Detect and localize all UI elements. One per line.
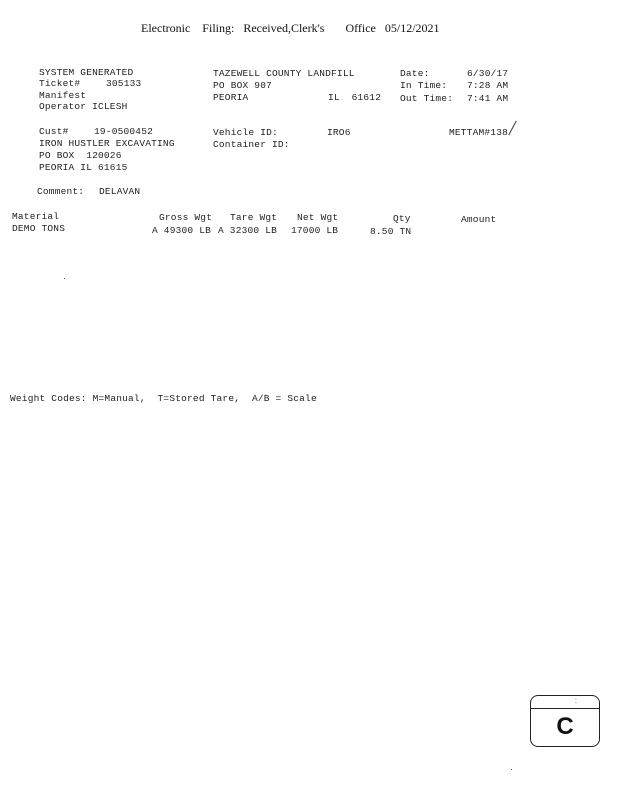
scan-speck [511,769,512,770]
cust-number: 19-0500452 [94,126,154,137]
landfill-state-zip: IL 61612 [328,92,382,103]
scan-speck [64,278,65,279]
col-header-gross-weight: Gross Wgt [159,212,213,223]
row-tare-weight: A 32300 LB [218,225,278,236]
electronic-filing-stamp: Electronic Filing: Received,Clerk's Office 05/12/2021 [141,21,440,35]
manifest-label: Manifest [39,90,87,101]
cust-label: Cust# [39,126,69,137]
weight-codes-legend: Weight Codes: M=Manual, T=Stored Tare, A/B = Scale [10,393,317,404]
date-value: 6/30/17 [467,68,509,79]
container-id-label: Container ID: [213,139,290,150]
comment-value: DELAVAN [99,186,141,197]
vehicle-id-value: IRO6 [327,127,351,138]
exhibit-tab [530,695,600,747]
date-label: Date: [400,68,430,79]
customer-name: IRON HUSTLER EXCAVATING [39,138,175,149]
operator-label: Operator ICLESH [39,101,128,112]
col-header-net-weight: Net Wgt [297,212,339,223]
tab-mark: ⁚ [575,699,577,705]
in-time-label: In Time: [400,80,448,91]
out-time-value: 7:41 AM [467,93,509,104]
col-header-amount: Amount [461,214,497,225]
landfill-city: PEORIA [213,92,249,103]
in-time-value: 7:28 AM [467,80,509,91]
handwritten-code: METTAM#138 [449,127,509,138]
row-net-weight: 17000 LB [291,225,339,236]
landfill-po-box: PO BOX 907 [213,80,273,91]
ticket-label: Ticket# [39,78,81,89]
customer-po-box: PO BOX 120026 [39,150,122,161]
comment-label: Comment: [37,186,85,197]
out-time-label: Out Time: [400,93,454,104]
col-header-tare-weight: Tare Wgt [230,212,278,223]
exhibit-tab-divider [531,708,599,709]
landfill-name: TAZEWELL COUNTY LANDFILL [213,68,355,79]
ticket-number: 305133 [106,78,142,89]
row-material: DEMO TONS [12,223,66,234]
exhibit-letter: C [556,713,574,740]
col-header-material: Material [12,211,60,222]
col-header-qty: Qty [393,213,411,224]
row-qty: 8.50 TN [370,226,412,237]
customer-city: PEORIA IL 61615 [39,162,128,173]
handwritten-slash-mark [508,121,516,136]
row-gross-weight: A 49300 LB [152,225,212,236]
system-generated-label: SYSTEM GENERATED [39,67,134,78]
vehicle-id-label: Vehicle ID: [213,127,278,138]
